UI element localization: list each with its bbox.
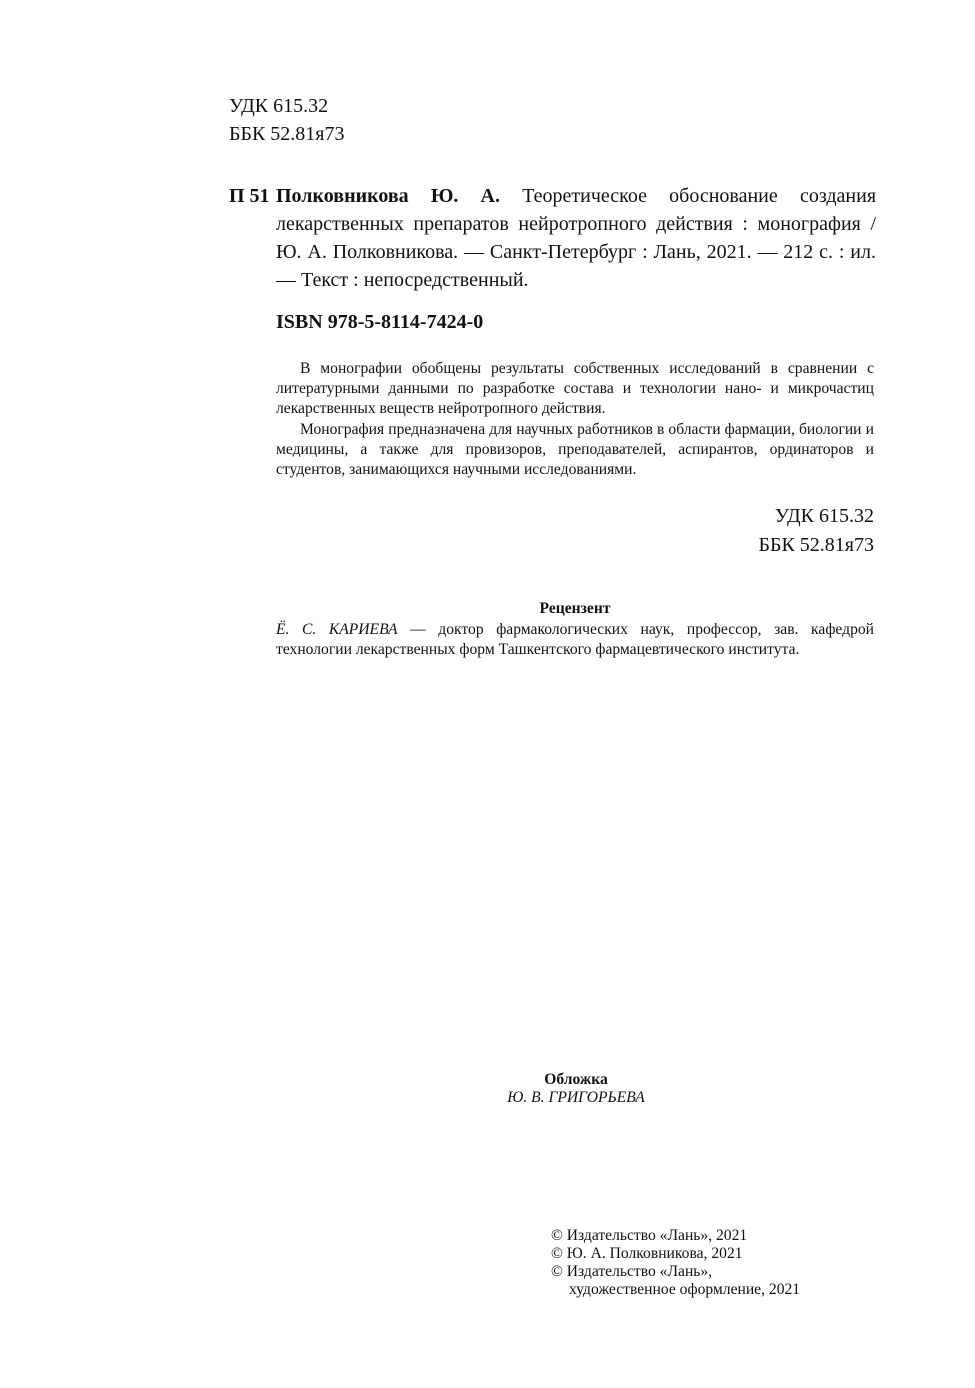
header-udk: УДК 615.32 xyxy=(229,95,329,117)
cover-heading: Обложка xyxy=(544,1071,608,1088)
isbn: ISBN 978-5-8114-7424-0 xyxy=(276,311,484,333)
reviewer-heading: Рецензент xyxy=(539,600,611,617)
copyright-line-1: © Издательство «Лань», 2021 xyxy=(551,1227,748,1244)
abstract-paragraph-1: В монографии обобщены результаты собственных исследований в сравнении с литературными данными по разработке состава и технологии нано- и микрочастиц лекарственных веществ нейротропного действия. xyxy=(276,360,874,418)
copyright-line-2: © Ю. А. Полковникова, 2021 xyxy=(551,1245,743,1262)
abstract-paragraph-2: Монография предназначена для научных работников в области фармации, биологии и медицины, а также для провизоров, преподавателей, аспирантов, ординаторов и студентов, занимающихся научными исследованиями. xyxy=(276,420,874,479)
author-code: П 51 xyxy=(229,185,270,207)
entry-author: Полковникова Ю. А. xyxy=(276,185,501,207)
cover-credit xyxy=(476,1071,676,1107)
bibliographic-entry xyxy=(229,182,876,294)
copyright-block xyxy=(551,1227,800,1299)
header-classification xyxy=(229,92,345,148)
reviewer-section xyxy=(276,599,874,661)
copyright-line-4: художественное оформление, 2021 xyxy=(569,1281,801,1298)
footer-classification xyxy=(700,502,874,560)
footer-bbk: ББК 52.81я73 xyxy=(758,534,874,556)
cover-designer: Ю. В. ГРИГОРЬЕВА xyxy=(507,1089,645,1106)
header-bbk: ББК 52.81я73 xyxy=(229,123,345,145)
footer-udk: УДК 615.32 xyxy=(774,505,874,527)
entry-body xyxy=(276,182,876,294)
reviewer-details: — доктор фармакологических наук, профессор, зав. кафедрой технологии лекарственных форм Ташкентского фармацевтического института. xyxy=(276,620,875,658)
reviewer-name: Ё. С. КАРИЕВА xyxy=(276,620,398,638)
copyright-line-3: © Издательство «Лань», xyxy=(551,1263,713,1280)
abstract xyxy=(276,359,874,480)
reviewer-text xyxy=(276,620,874,661)
entry-description: Теоретическое обоснование создания лекарственных препаратов нейротропного действия : монография / Ю. А. Полковникова. — Санкт-Петербург : Лань, 2021. — 212 с. : ил. — Текст : непосредственный. xyxy=(276,185,877,291)
